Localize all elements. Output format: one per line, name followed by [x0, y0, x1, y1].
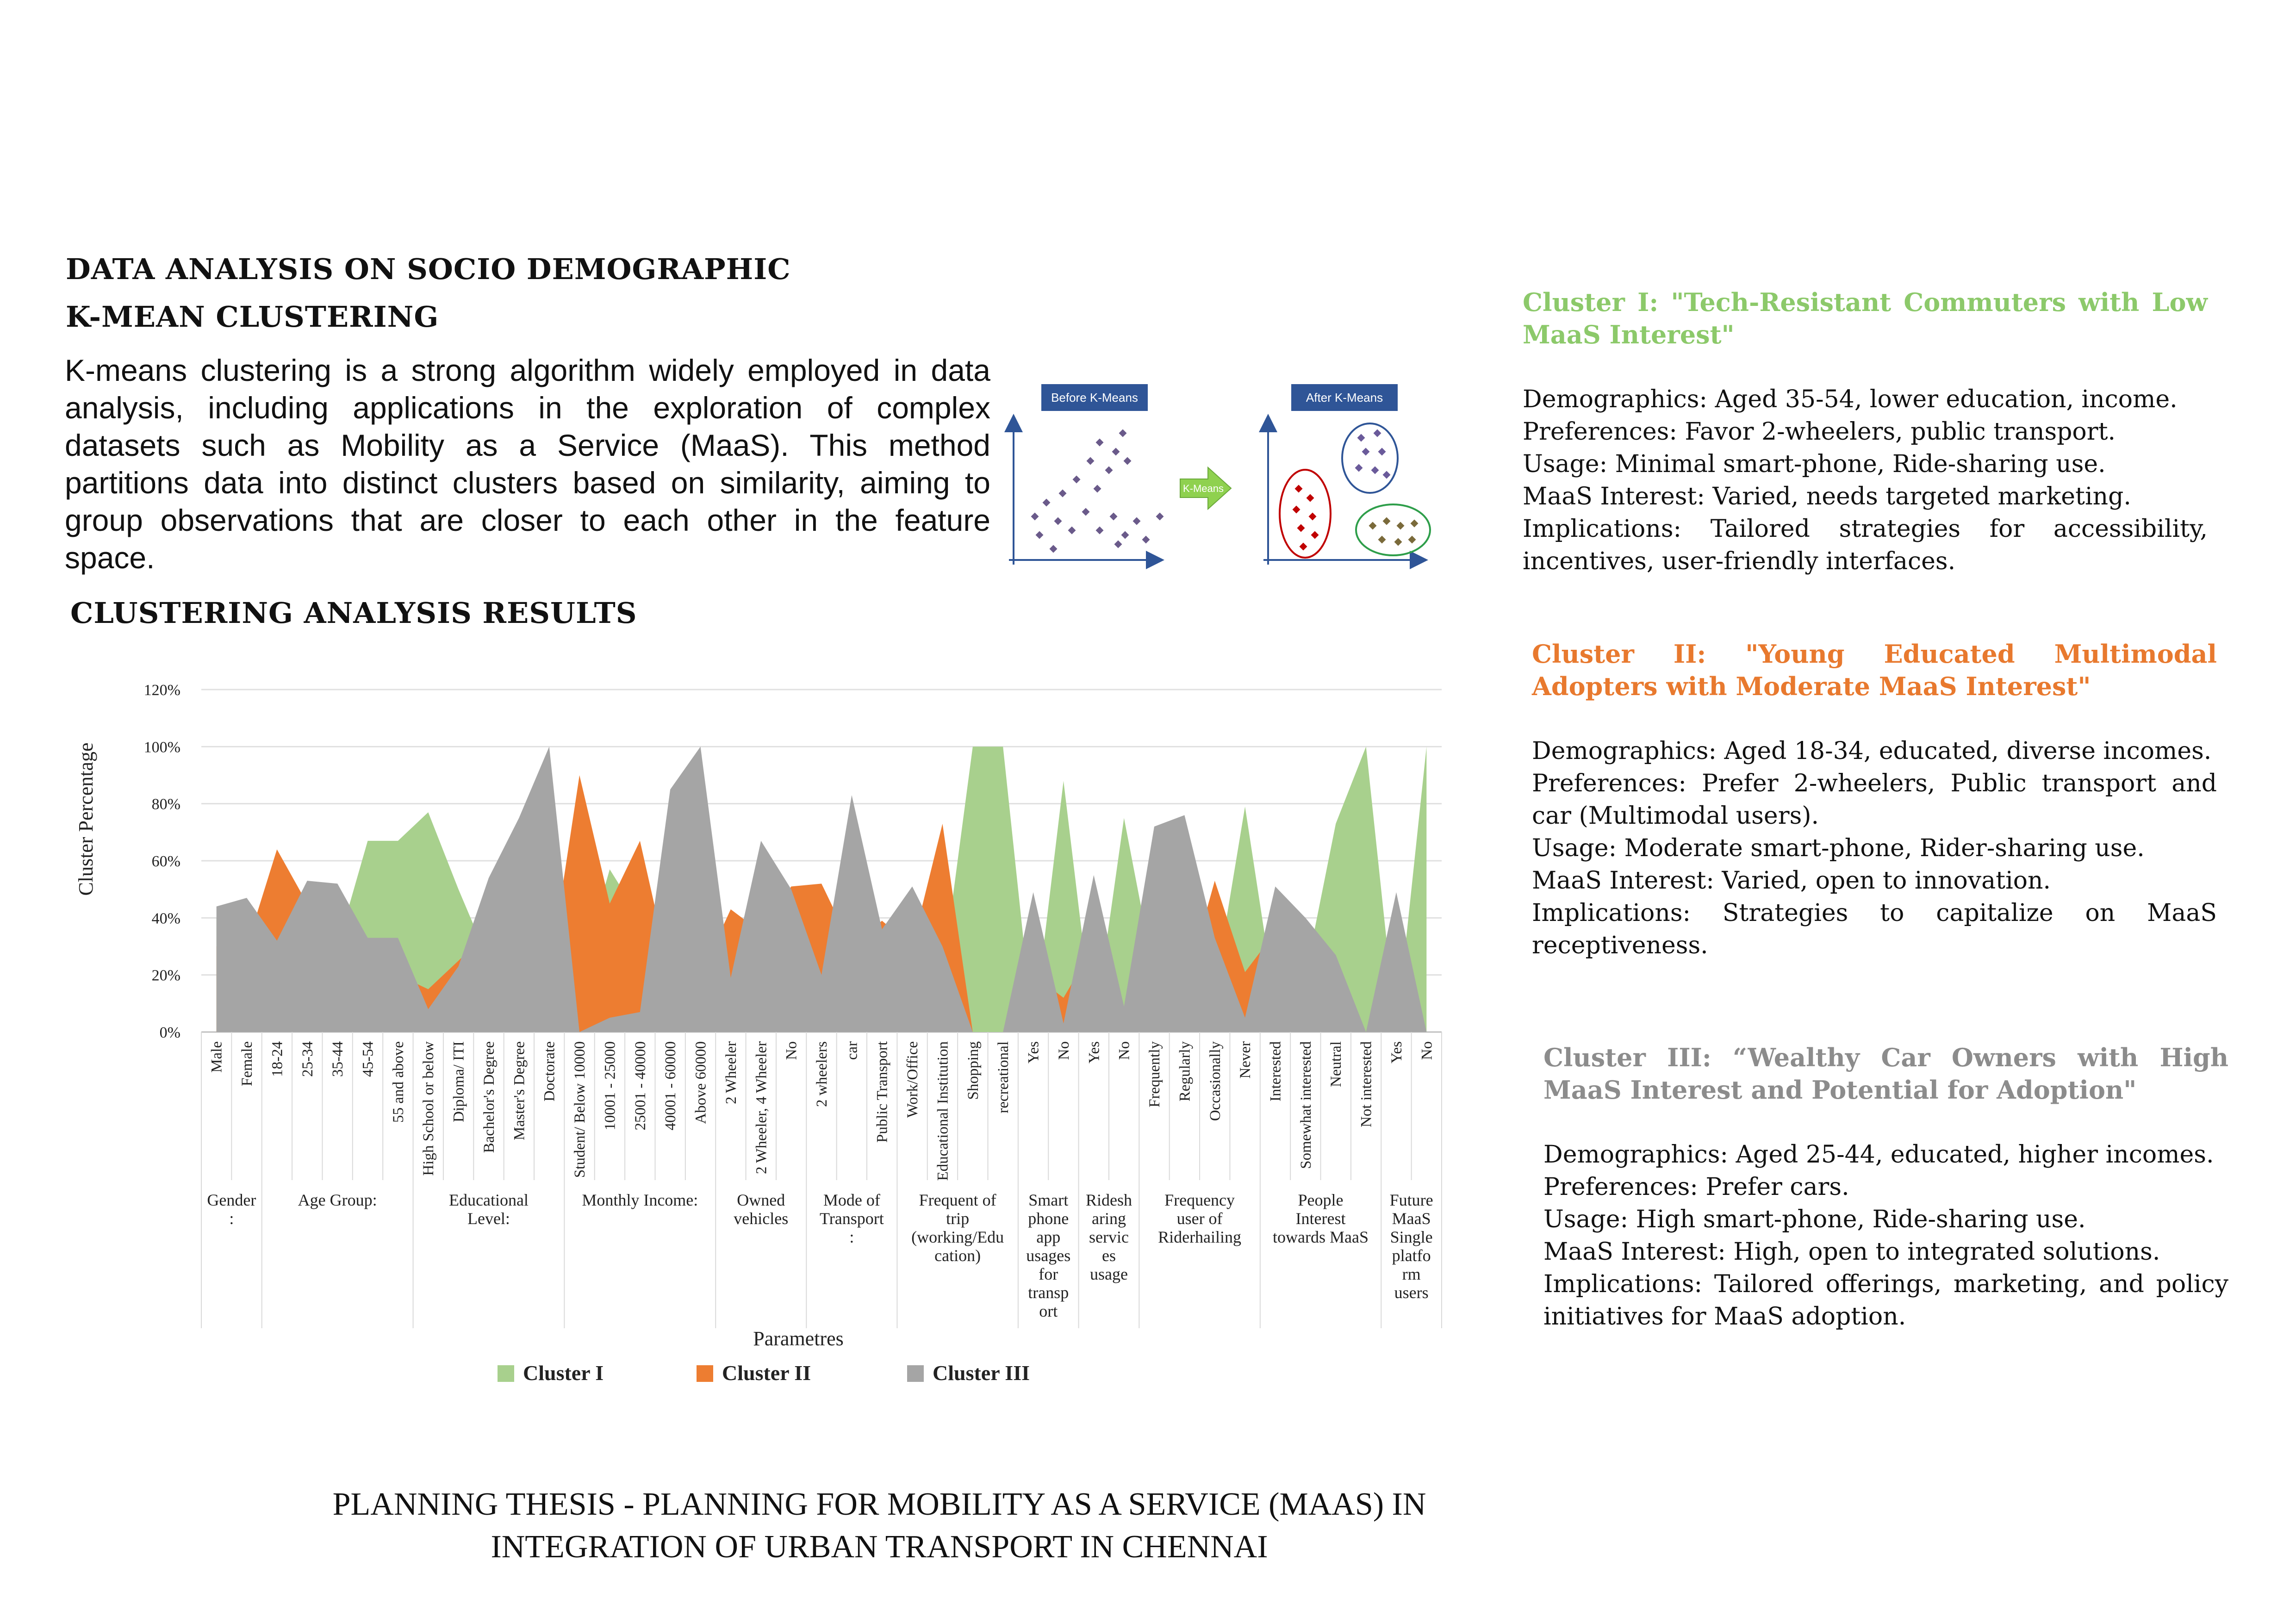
group-label: Gender : [207, 1191, 256, 1228]
green-cluster-points [1369, 517, 1419, 546]
y-tick-label: 60% [151, 853, 180, 870]
green-cluster-ring [1356, 504, 1430, 555]
x-tick-label: recreational [995, 1041, 1012, 1113]
cluster-1-usage: Usage: Minimal smart-phone, Ride-sharing use. [1523, 450, 2106, 478]
x-tick-label: Work/Office [904, 1041, 921, 1118]
x-tick-label: Student/ Below 10000 [572, 1041, 589, 1178]
cluster-3-implications: Implications: Tailored offerings, marketing, and policy initiatives for MaaS adoption. [1543, 1270, 2228, 1331]
x-tick-label: No [1055, 1041, 1072, 1060]
cluster-2-implications: Implications: Strategies to capitalize on MaaS receptiveness. [1532, 899, 2217, 959]
x-tick-label: 40001 - 60000 [662, 1041, 679, 1131]
x-tick-label: 25001 - 40000 [632, 1041, 649, 1131]
red-cluster-ring [1280, 470, 1331, 558]
x-tick-label: 2 Wheeler, 4 Wheeler [753, 1041, 770, 1174]
group-label: Ridesh aring servic es usage [1085, 1191, 1132, 1283]
cluster-1-preferences: Preferences: Favor 2-wheelers, public transport. [1523, 418, 2116, 446]
legend-label: Cluster I [523, 1361, 604, 1385]
chart-legend [498, 1361, 1030, 1385]
results-heading: CLUSTERING ANALYSIS RESULTS [70, 596, 637, 630]
red-cluster-points [1293, 485, 1319, 551]
cluster-2-demographics: Demographics: Aged 18-34, educated, diverse incomes. [1532, 737, 2212, 765]
x-tick-label: 25-34 [299, 1041, 316, 1077]
x-tick-label: 2 wheelers [814, 1041, 830, 1107]
y-tick-label: 20% [151, 967, 180, 984]
group-label: Age Group: [298, 1191, 377, 1209]
x-tick-label: Shopping [964, 1041, 982, 1100]
x-tick-label: No [1419, 1041, 1436, 1060]
x-tick-label: Neutral [1328, 1041, 1345, 1087]
x-tick-label: 2 Wheeler [722, 1041, 740, 1104]
x-tick-label: car [844, 1041, 861, 1060]
before-points [1031, 429, 1164, 553]
cluster-3-panel [1543, 1041, 2228, 1333]
legend-swatch [498, 1365, 514, 1382]
kmeans-arrow-label: K-Means [1182, 483, 1224, 494]
cluster-2-panel [1532, 638, 2217, 962]
group-label: Educational Level: [449, 1191, 529, 1228]
x-tick-label: Regularly [1176, 1041, 1194, 1102]
x-tick-label: Yes [1388, 1041, 1405, 1064]
x-tick-label: Diploma/ ITI [450, 1041, 467, 1123]
legend-swatch [907, 1365, 924, 1382]
x-tick-label: 18-24 [269, 1041, 286, 1077]
x-tick-label: 55 and above [390, 1041, 407, 1123]
x-tick-label: Educational Institution [934, 1041, 952, 1181]
group-label: Smart phone app usages for transp ort [1026, 1191, 1071, 1320]
x-tick-label: No [1116, 1041, 1133, 1060]
x-tick-label: Yes [1086, 1041, 1103, 1064]
y-tick-label: 120% [143, 682, 180, 699]
footer-line-1: PLANNING THESIS - PLANNING FOR MOBILITY AS A SERVICE (MAAS) IN [332, 1486, 1426, 1522]
cluster-3-title: Cluster III: “Wealthy Car Owners with High MaaS Interest and Potential for Adoption" [1543, 1043, 2228, 1105]
legend-label: Cluster III [933, 1361, 1030, 1385]
x-tick-label: Frequently [1146, 1041, 1164, 1107]
cluster-3-demographics: Demographics: Aged 25-44, educated, higher incomes. [1543, 1141, 2214, 1169]
y-axis-label: Cluster Percentage [75, 742, 97, 896]
before-kmeans-label: Before K-Means [1051, 391, 1138, 404]
after-kmeans-label: After K-Means [1306, 391, 1383, 404]
y-tick-label: 100% [143, 739, 180, 756]
x-tick-label: Bachelor's Degree [480, 1041, 498, 1153]
main-heading: DATA ANALYSIS ON SOCIO DEMOGRAPHIC [66, 252, 791, 286]
cluster-3-usage: Usage: High smart-phone, Ride-sharing use. [1543, 1206, 2086, 1233]
y-tick-label: 40% [151, 910, 180, 927]
sub-heading: K-MEAN CLUSTERING [66, 300, 439, 334]
cluster-1-title: Cluster I: "Tech-Resistant Commuters with Low MaaS Interest" [1523, 287, 2208, 349]
cluster-1-maas-interest: MaaS Interest: Varied, needs targeted marketing. [1523, 483, 2131, 510]
x-tick-label: Public Transport [874, 1041, 891, 1143]
x-tick-label: Yes [1025, 1041, 1042, 1064]
cluster-2-maas-interest: MaaS Interest: Varied, open to innovation. [1532, 867, 2051, 895]
blue-cluster-ring [1342, 423, 1398, 493]
x-tick-label: Above 60000 [692, 1041, 709, 1124]
x-tick-label: High School or below [420, 1041, 437, 1176]
y-tick-label: 0% [159, 1024, 180, 1041]
group-label: Owned vehicles [734, 1191, 789, 1228]
x-tick-label: 10001 - 25000 [602, 1041, 619, 1131]
group-label: People Interest towards MaaS [1273, 1191, 1369, 1246]
cluster-2-preferences: Preferences: Prefer 2-wheelers, Public transport and car (Multimodal users). [1532, 770, 2217, 830]
x-tick-label: 35-44 [330, 1041, 347, 1077]
cluster-1-panel [1523, 286, 2208, 578]
group-label: Mode of Transport : [820, 1191, 884, 1246]
cluster-1-implications: Implications: Tailored strategies for accessibility, incentives, user-friendly interfaces. [1523, 515, 2208, 575]
y-tick-label: 80% [151, 796, 180, 813]
x-tick-label: Male [208, 1041, 225, 1073]
x-tick-label: Doctorate [541, 1041, 558, 1102]
legend-label: Cluster II [722, 1361, 811, 1385]
x-tick-label: Occasionally [1207, 1041, 1224, 1121]
x-tick-label: Somewhat interested [1297, 1041, 1314, 1169]
cluster-3-preferences: Preferences: Prefer cars. [1543, 1173, 1849, 1201]
cluster-2-title: Cluster II: "Young Educated Multimodal Adopters with Moderate MaaS Interest" [1532, 639, 2217, 701]
x-tick-label: Never [1237, 1041, 1254, 1079]
x-tick-label: Master's Degree [511, 1041, 528, 1140]
cluster-area-chart [65, 666, 1453, 1407]
group-label: Monthly Income: [582, 1191, 698, 1209]
intro-paragraph: K-means clustering is a strong algorithm widely employed in data analysis, including applications in the exploration of complex datasets such as Mobility as a Service (MaaS). This method partitions data into distinct clusters based on similarity, aiming to group observations that are closer to each other in the feature space. [65, 353, 990, 575]
cluster-1-demographics: Demographics: Aged 35-54, lower education, income. [1523, 386, 2178, 413]
footer-line-2: INTEGRATION OF URBAN TRANSPORT IN CHENNAI [491, 1529, 1268, 1565]
footer [0, 1483, 1759, 1568]
group-label: Future MaaS Single platfo rm users [1389, 1191, 1433, 1302]
group-label: Frequent of trip (working/Edu cation) [911, 1191, 1004, 1265]
x-tick-label: Female [239, 1041, 256, 1087]
group-label: Frequency user of Riderhailing [1158, 1191, 1242, 1246]
x-tick-label: 45-54 [360, 1041, 377, 1077]
cluster-2-usage: Usage: Moderate smart-phone, Rider-sharing use. [1532, 834, 2145, 862]
x-axis-label: Parametres [753, 1327, 844, 1350]
x-tick-label: Interested [1267, 1041, 1284, 1102]
cluster-3-maas-interest: MaaS Interest: High, open to integrated solutions. [1543, 1238, 2160, 1266]
kmeans-diagram [1004, 375, 1439, 574]
x-tick-label: Not interested [1358, 1041, 1375, 1128]
blue-cluster-points [1355, 429, 1391, 479]
x-tick-label: No [783, 1041, 800, 1060]
legend-swatch [697, 1365, 713, 1382]
